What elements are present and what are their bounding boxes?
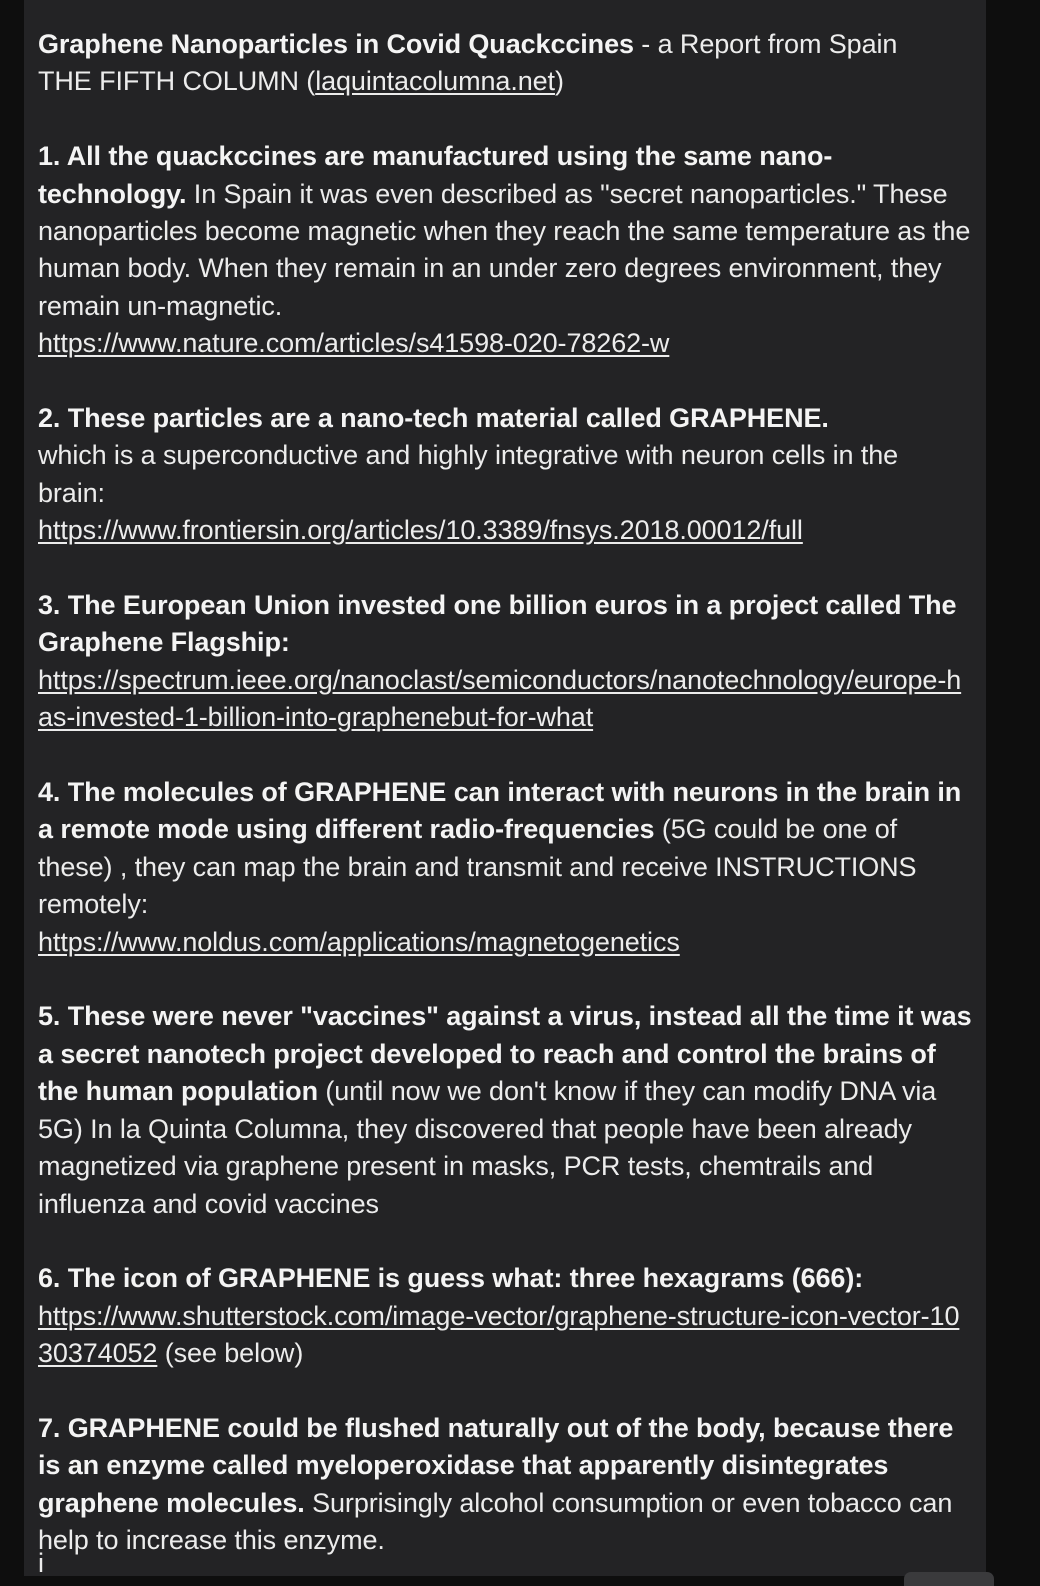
- source-link[interactable]: laquintacolumna.net: [315, 66, 555, 97]
- source-prefix: THE FIFTH COLUMN (: [38, 66, 316, 97]
- point-4-link[interactable]: https://www.noldus.com/applications/magnetogenetics: [38, 926, 680, 957]
- point-2-body: which is a superconductive and highly integrative with neuron cells in the brain:: [38, 440, 899, 508]
- point-3-heading: 3. The European Union invested one billion euros in a project called The Graphene Flagship:: [38, 590, 957, 658]
- point-6-link[interactable]: https://www.shutterstock.com/image-vector/graphene-structure-icon-vector-1030374052: [38, 1300, 960, 1369]
- trailing-text: i: [38, 1547, 44, 1578]
- point-1-heading: 1. All the quackccines are manufactured using the same nano-technology.: [38, 141, 833, 209]
- point-2: [38, 400, 972, 550]
- point-5: [38, 998, 972, 1222]
- point-2-heading: 2. These particles are a nano-tech material called GRAPHENE.: [38, 403, 829, 434]
- next-attachment-edge: [904, 1572, 994, 1586]
- point-4: [38, 774, 972, 961]
- point-5-body: (until now we don't know if they can modify DNA via 5G) In la Quinta Columna, they discovered that people have been already magnetized via graphene present in masks, PCR tests, chemtrails and influenza and covid vaccines: [38, 1076, 937, 1219]
- message-bubble: [24, 0, 986, 1576]
- source-suffix: ): [554, 66, 564, 97]
- point-4-heading: 4. The molecules of GRAPHENE can interact with neurons in the brain in a remote mode using different radio-frequencies: [38, 777, 962, 845]
- point-2-link[interactable]: https://www.frontiersin.org/articles/10.3389/fnsys.2018.00012/full: [38, 515, 803, 546]
- point-5-heading: 5. These were never "vaccines" against a virus, instead all the time it was a secret nanotech project developed to reach and control the brains of the human population: [38, 1001, 972, 1107]
- point-6-after: (see below): [157, 1338, 304, 1369]
- report-title: Graphene Nanoparticles in Covid Quackccines: [38, 29, 634, 59]
- report-subtitle: - a Report from Spain: [633, 29, 898, 59]
- point-6: [38, 1260, 972, 1372]
- point-4-body: (5G could be one of these) , they can map the brain and transmit and receive INSTRUCTIONS remotely:: [38, 814, 917, 920]
- point-6-heading: 6. The icon of GRAPHENE is guess what: three hexagrams (666):: [38, 1263, 864, 1294]
- point-7: [38, 1410, 972, 1560]
- point-3-link[interactable]: https://spectrum.ieee.org/nanoclast/semiconductors/nanotechnology/europe-has-invested-1-billion-into-graphenebut-for-what: [38, 664, 962, 733]
- point-7-heading: 7. GRAPHENE could be flushed naturally out of the body, because there is an enzyme called myeloperoxidase that apparently disintegrates graphene molecules.: [38, 1412, 954, 1518]
- point-7-body: Surprisingly alcohol consumption or even tobacco can help to increase this enzyme.: [38, 1487, 953, 1556]
- point-1-body: In Spain it was even described as "secret nanoparticles." These nanoparticles become magnetic when they reach the same temperature as the human body. When they remain in an under zero degrees environment, they remain un-magnetic.: [38, 178, 971, 321]
- point-3: [38, 587, 972, 737]
- point-1: [38, 138, 972, 362]
- point-1-link[interactable]: https://www.nature.com/articles/s41598-020-78262-w: [38, 328, 670, 359]
- report-header: [38, 26, 972, 101]
